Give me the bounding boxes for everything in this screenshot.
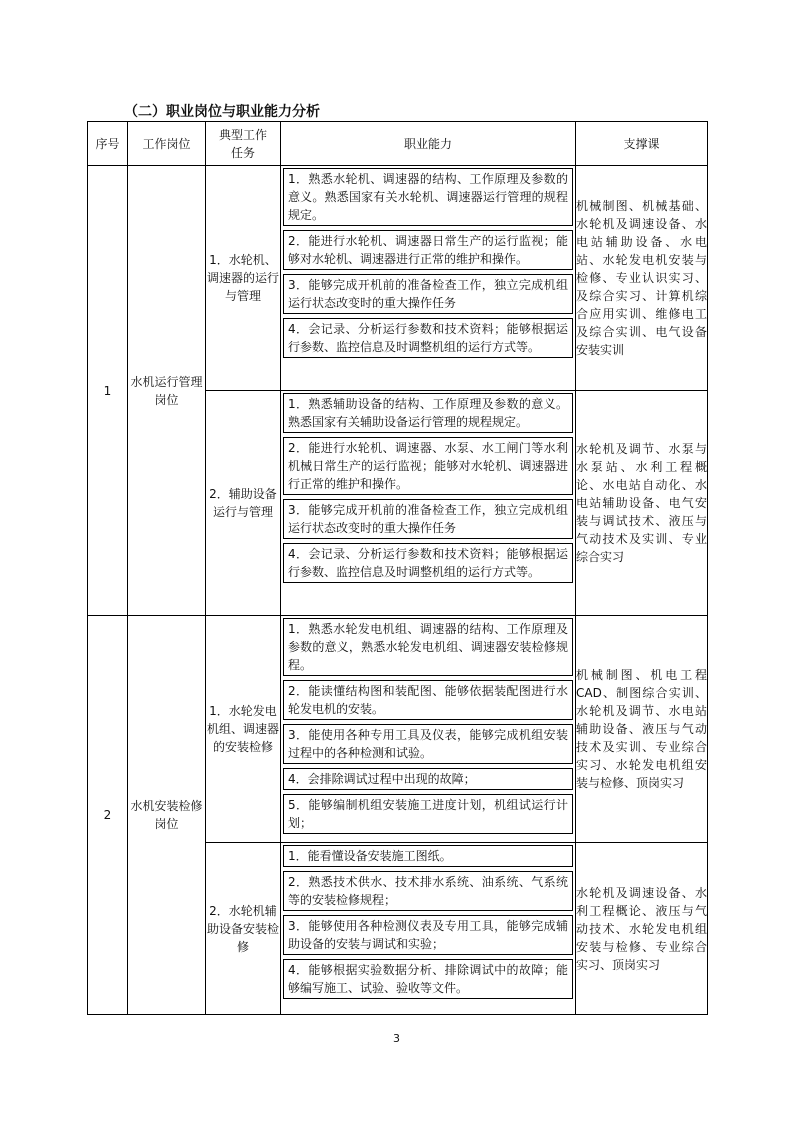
ability-item: 1．熟悉水轮发电机组、调速器的结构、工作原理及参数的意义，熟悉水轮发电机组、调速器安装检修规程。 <box>283 618 573 676</box>
header-task: 典型工作任务 <box>206 122 281 166</box>
header-seq: 序号 <box>88 122 128 166</box>
header-ability: 职业能力 <box>281 122 576 166</box>
course-cell: 水轮机及调速设备、水利工程概论、液压与气动技术、水轮发电机组安装与检修、专业综合实习、顶岗实习 <box>576 843 708 1015</box>
task-cell: 1．水轮机、调速器的运行与管理 <box>206 166 281 391</box>
seq-cell: 2 <box>88 616 128 1015</box>
ability-item: 1．熟悉辅助设备的结构、工作原理及参数的意义。熟悉国家有关辅助设备运行管理的规程规定。 <box>283 393 573 433</box>
task-cell: 2．水轮机辅助设备安装检修 <box>206 843 281 1015</box>
ability-item: 2．能读懂结构图和装配图、能够依据装配图进行水轮发电机的安装。 <box>283 680 573 720</box>
ability-item: 5．能够编制机组安装施工进度计划，机组试运行计划； <box>283 794 573 834</box>
ability-item: 3．能够使用各种检测仪表及专用工具，能够完成辅助设备的安装与调试和实验； <box>283 915 573 955</box>
table-header-row <box>88 122 708 166</box>
ability-item: 3．能够完成开机前的准备检查工作，独立完成机组运行状态改变时的重大操作任务 <box>283 274 573 314</box>
ability-item: 3．能使用各种专用工具及仪表，能够完成机组安装过程中的各种检测和试验。 <box>283 724 573 764</box>
task-cell: 1．水轮发电机组、调速器的安装检修 <box>206 616 281 843</box>
page-number: 3 <box>393 1032 400 1045</box>
ability-cell <box>281 166 576 391</box>
ability-item: 4．会记录、分析运行参数和技术资料；能够根据运行参数、监控信息及时调整机组的运行方式等。 <box>283 318 573 358</box>
seq-cell: 1 <box>88 166 128 616</box>
ability-cell <box>281 843 576 1015</box>
course-cell: 水轮机及调节、水泵与水泵站、水利工程概论、水电站自动化、水电站辅助设备、电气安装与调试技术、液压与气动技术及实训、专业综合实习 <box>576 391 708 616</box>
ability-item: 1．能看懂设备安装施工图纸。 <box>283 845 573 867</box>
job-analysis-table <box>87 121 708 1015</box>
ability-item: 4．会排除调试过程中出现的故障； <box>283 768 573 790</box>
ability-item: 2．能进行水轮机、调速器日常生产的运行监视；能够对水轮机、调速器进行正常的维护和操作。 <box>283 230 573 270</box>
task-cell: 2．辅助设备运行与管理 <box>206 391 281 616</box>
ability-item: 1．熟悉水轮机、调速器的结构、工作原理及参数的意义。熟悉国家有关水轮机、调速器运行管理的规程规定。 <box>283 168 573 226</box>
ability-item: 2．熟悉技术供水、技术排水系统、油系统、气系统等的安装检修规程； <box>283 871 573 911</box>
post-cell: 水机运行管理岗位 <box>128 166 206 616</box>
ability-cell <box>281 616 576 843</box>
table-row <box>88 166 708 391</box>
ability-cell <box>281 391 576 616</box>
ability-item: 4．会记录、分析运行参数和技术资料；能够根据运行参数、监控信息及时调整机组的运行方式等。 <box>283 543 573 583</box>
ability-item: 3．能够完成开机前的准备检查工作，独立完成机组运行状态改变时的重大操作任务 <box>283 499 573 539</box>
ability-item: 2．能进行水轮机、调速器、水泵、水工闸门等水利机械日常生产的运行监视；能够对水轮机、调速器进行正常的维护和操作。 <box>283 437 573 495</box>
ability-item: 4．能够根据实验数据分析、排除调试中的故障；能够编写施工、试验、验收等文件。 <box>283 959 573 999</box>
section-title: （二）职业岗位与职业能力分析 <box>124 104 320 120</box>
header-post: 工作岗位 <box>128 122 206 166</box>
course-cell: 机械制图、机电工程CAD、制图综合实训、水轮机及调节、水电站辅助设备、液压与气动技术及实训、专业综合实习、水轮发电机组安装与检修、顶岗实习 <box>576 616 708 843</box>
course-cell: 机械制图、机械基础、水轮机及调速设备、水电站辅助设备、水电站、水轮发电机安装与检修、专业认识实习、及综合实习、计算机综合应用实训、维修电工及综合实训、电气设备安装实训 <box>576 166 708 391</box>
post-cell: 水机安装检修岗位 <box>128 616 206 1015</box>
header-course: 支撑课 <box>576 122 708 166</box>
table-row <box>88 616 708 843</box>
